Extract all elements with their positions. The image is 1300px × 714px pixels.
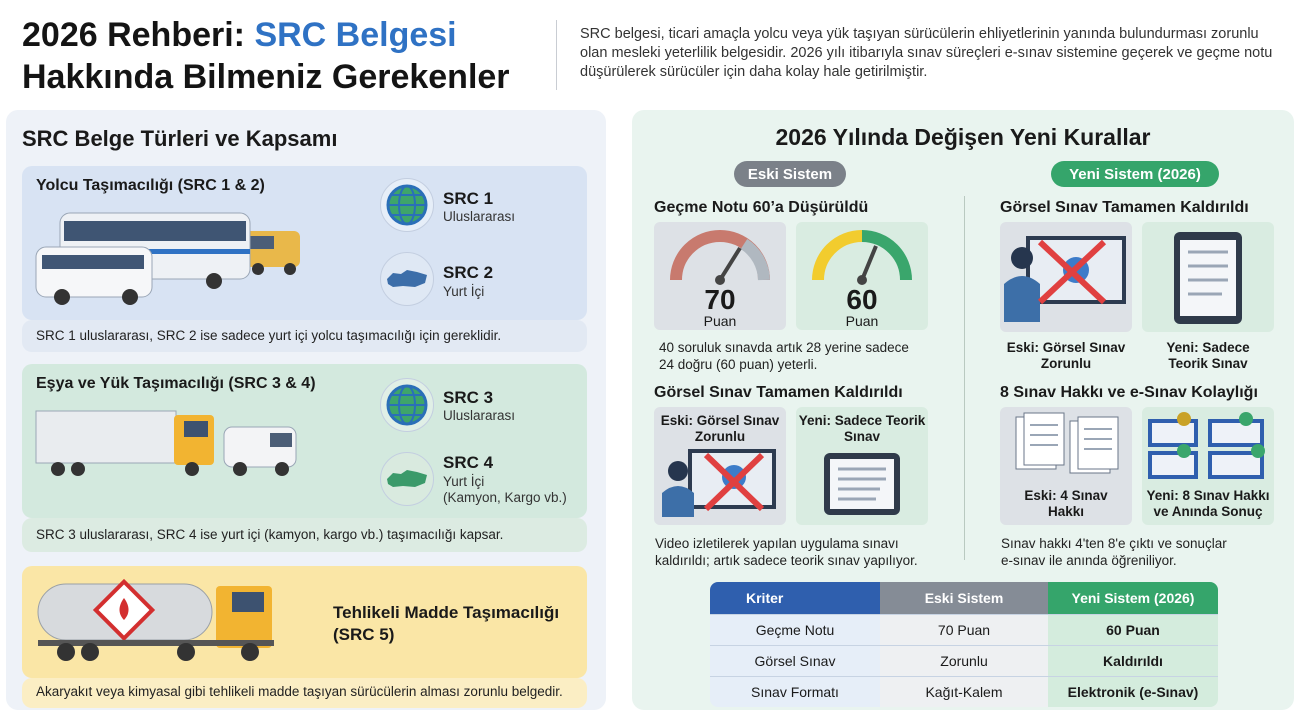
src3-sub: Uluslararası [443,408,516,423]
visual-exam-heading: Görsel Sınav Tamamen Kaldırıldı [654,384,903,401]
passenger-title: Yolcu Taşımacılığı (SRC 1 & 2) [36,177,265,194]
visual-exam-description: Video izletilerek yapılan uygulama sınavı kaldırıldı; artık sadece teorik sınav yapılıyor. [655,536,918,568]
table-cell: Zorunlu [880,645,1048,676]
old-visual-card-2 [1000,222,1132,332]
e-exam-screens-icon [1142,407,1274,483]
old-gauge-icon [654,222,786,292]
theory-exam-tablet-icon [1142,222,1274,332]
src3-label: SRC 3 [443,388,494,407]
src1-sub: Uluslararası [443,209,516,224]
src4-sub-detail: (Kamyon, Kargo vb.) [443,490,567,505]
old-visual-label: Eski: Görsel Sınav Zorunlu [660,413,780,444]
score-heading: Geçme Notu 60’a Düşürüldü [654,199,869,216]
table-row [710,645,1218,676]
new-visual-label: Yeni: Sadece Teorik Sınav [798,413,926,444]
table-header-old: Eski Sistem [880,582,1048,614]
table-cell: Sınav Formatı [710,676,880,707]
src2-label: SRC 2 [443,263,494,282]
comparison-table [710,582,1218,707]
bus-minibus-illustration [34,205,304,310]
theory-exam-tablet-icon [796,445,928,525]
old-score-value: 70 [704,284,736,315]
header-divider [556,20,557,90]
globe-icon [380,378,434,432]
paper-exam-icon [1000,407,1132,483]
table-row [710,614,1218,645]
visual-exam-heading-2: Görsel Sınav Tamamen Kaldırıldı [1000,199,1249,216]
new-rights-caption: Yeni: 8 Sınav Hakkı ve Anında Sonuç [1146,488,1270,519]
new-score-unit: Puan [845,313,879,329]
new-visual-card-2 [1142,222,1274,332]
new-rights-card [1142,407,1274,525]
turkey-map-icon [380,252,434,306]
old-rights-card [1000,407,1132,525]
src2-sub: Yurt İçi [443,284,485,299]
passenger-note: SRC 1 uluslararası, SRC 2 ise sadece yurt içi yolcu taşımacılığı için gereklidir. [36,328,502,343]
cargo-note: SRC 3 uluslararası, SRC 4 ise yurt içi (kamyon, kargo vb.) taşımacılığı kapsar. [36,527,504,542]
new-gauge-icon [796,222,928,292]
table-cell: Görsel Sınav [710,645,880,676]
new-visual-caption-2: Yeni: Sadece Teorik Sınav [1166,340,1250,371]
exam-rights-heading: 8 Sınav Hakkı ve e-Sınav Kolaylığı [1000,384,1258,401]
table-cell: Kaldırıldı [1048,645,1218,676]
hazard-title: Tehlikeli Madde Taşımacılığı (SRC 5) [333,603,560,644]
new-system-pill: Yeni Sistem (2026) [1051,161,1219,187]
cargo-title: Eşya ve Yük Taşımacılığı (SRC 3 & 4) [36,375,316,392]
table-cell: Elektronik (e-Sınav) [1048,676,1218,707]
old-rights-caption: Eski: 4 Sınav Hakkı [1024,488,1108,519]
new-rules-title: 2026 Yılında Değişen Yeni Kurallar [775,124,1151,150]
table-cell: 60 Puan [1048,614,1218,645]
old-visual-caption-2: Eski: Görsel Sınav Zorunlu [1006,340,1126,371]
intro-text: SRC belgesi, ticari amaçla yolcu veya yük taşıyan sürücülerin ehliyetlerinin yanında bulundurması zorunlu olan mesleki yeterlilik belgesidir. 2026 yılı itibarıyla sınav süreçleri e-sınav sistemine geçerek ve geçme notu düşürülerek sürücüler için daha kolay hale getirilmiştir. [580,26,1273,80]
src-types-title: SRC Belge Türleri ve Kapsamı [22,126,338,151]
table-header-criteria: Kriter [710,582,880,614]
turkey-map-icon [380,452,434,506]
score-description: 40 soruluk sınavda artık 28 yerine sadece 24 doğru (60 puan) yeterli. [659,340,909,372]
rules-divider [964,196,965,560]
table-cell: Kağıt-Kalem [880,676,1048,707]
table-cell: Geçme Notu [710,614,880,645]
new-visual-card [796,407,928,525]
tanker-truck-illustration [36,576,280,668]
hazard-note: Akaryakıt veya kimyasal gibi tehlikeli madde taşıyan sürücülerin alması zorunlu belgedir. [36,684,563,699]
table-header-new: Yeni Sistem (2026) [1048,582,1218,614]
video-exam-crossed-icon [1000,222,1132,332]
new-score-value: 60 [846,284,878,315]
truck-illustration [34,405,304,485]
old-system-pill: Eski Sistem [734,161,846,187]
old-score-unit: Puan [703,313,737,329]
exam-rights-description: Sınav hakkı 4'ten 8'e çıktı ve sonuçlar e-sınav ile anında öğreniliyor. [1001,536,1227,568]
table-row [710,676,1218,707]
src1-label: SRC 1 [443,189,494,208]
video-exam-crossed-icon [654,445,786,525]
src4-sub: Yurt İçi [443,474,485,489]
src4-label: SRC 4 [443,453,494,472]
globe-icon [380,178,434,232]
page-title: 2026 Rehberi: SRC Belgesi Hakkında Bilmeniz Gerekenler [22,16,510,96]
table-cell: 70 Puan [880,614,1048,645]
old-visual-card [654,407,786,525]
